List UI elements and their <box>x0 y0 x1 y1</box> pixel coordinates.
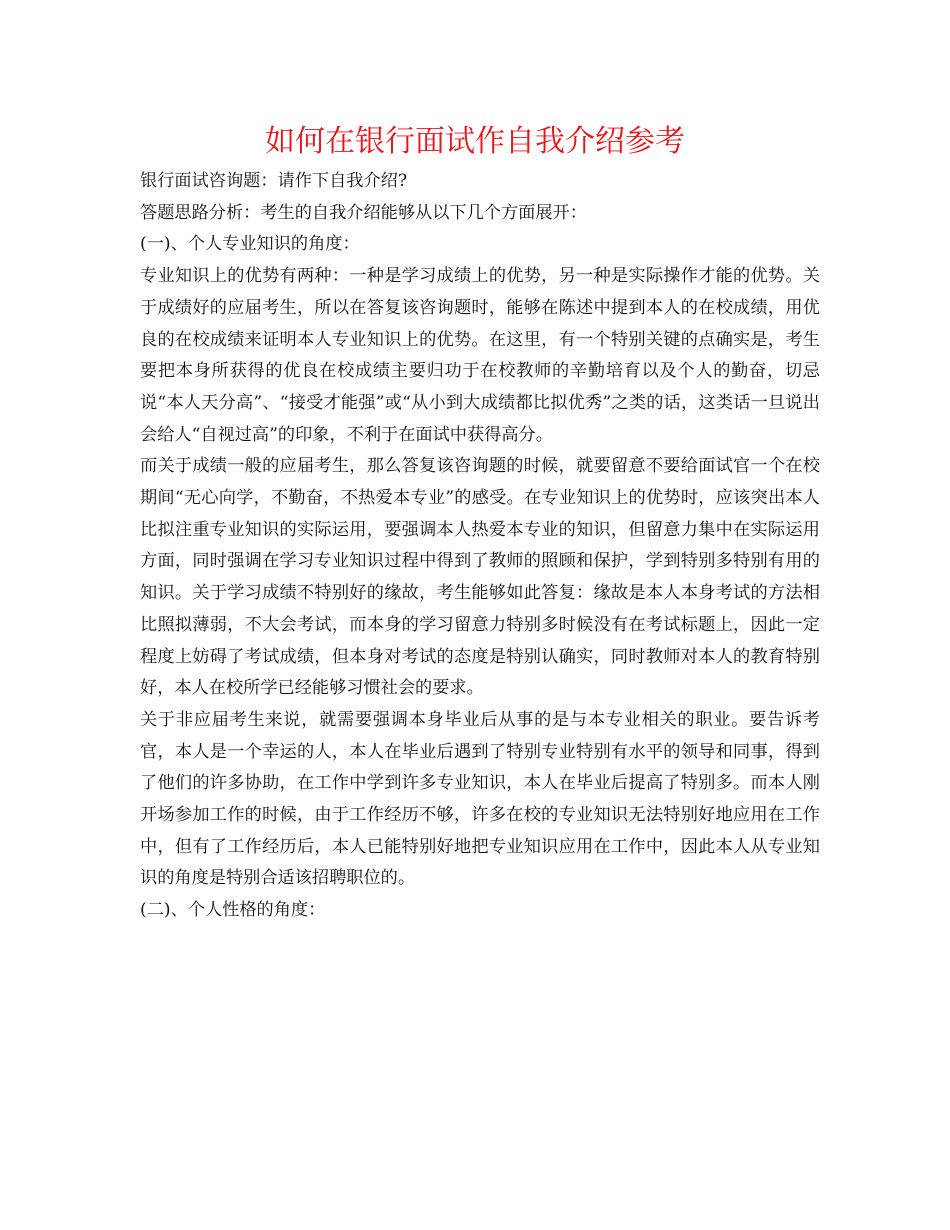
paragraph-question: 银行面试咨询题：请作下自我介绍? <box>140 171 408 191</box>
section-heading-1: (一)、个人专业知识的角度： <box>140 234 360 255</box>
paragraph-non-graduates: 关于非应届考生来说，就需要强调本身毕业后从事的是与本专业相关的职业。要告诉考官，本人是一个幸运的人，本人在毕业后遇到了特别专业特别有水平的领导和同事，得到了他们的许多协助，在工作中学到许多专业知识，本人在毕业后提高了特别多。而本人刚开场参加工作的时候，由于工作经历不够，许多在校的专业知识无法特别好地应用在工作中，但有了工作经历后，本人已能特别好地把专业知识应用在工作中，因此本人从专业知识的角度是特别合适该招聘职位的。 <box>140 709 820 889</box>
section-heading-2: (二)、个人性格的角度： <box>140 900 326 921</box>
paragraph-graduates-good-grades: 专业知识上的优势有两种：一种是学习成绩上的优势，另一种是实际操作才能的优势。关于成绩好的应届考生，所以在答复该咨询题时，能够在陈述中提到本人的在校成绩，用优良的在校成绩来证明本人专业知识上的优势。在这里，有一个特别关键的点确实是，考生要把本身所获得的优良在校成绩主要归功于在校教师的辛勤培育以及个人的勤奋，切忌说“本人天分高”、“接受才能强”或“从小到大成绩都比拟优秀”之类的话，这类话一旦说出会给人“自视过高”的印象，不利于在面试中获得高分。 <box>140 266 820 445</box>
document-title: 如何在银行面试作自我介绍参考 <box>265 124 685 159</box>
paragraph-analysis: 答题思路分析：考生的自我介绍能够从以下几个方面展开： <box>140 202 587 223</box>
document-body <box>140 166 820 927</box>
paragraph-graduates-average-grades: 而关于成绩一般的应届考生，那么答复该咨询题的时候，就要留意不要给面试官一个在校期间“无心向学，不勤奋，不热爱本专业”的感受。在专业知识上的优势时，应该突出本人比拟注重专业知识的实际运用，要强调本人热爱本专业的知识，但留意力集中在实际运用方面，同时强调在学习专业知识过程中得到了教师的照顾和保护，学到特别多特别有用的知识。关于学习成绩不特别好的缘故，考生能够如此答复：缘故是本人本身考试的方法相比照拟薄弱，不大会考试，而本身的学习留意力特别多时候没有在考试标题上，因此一定程度上妨碍了考试成绩，但本身对考试的态度是特别认确实，同时教师对本人的教育特别好，本人在校所学已经能够习惯社会的要求。 <box>140 456 820 699</box>
